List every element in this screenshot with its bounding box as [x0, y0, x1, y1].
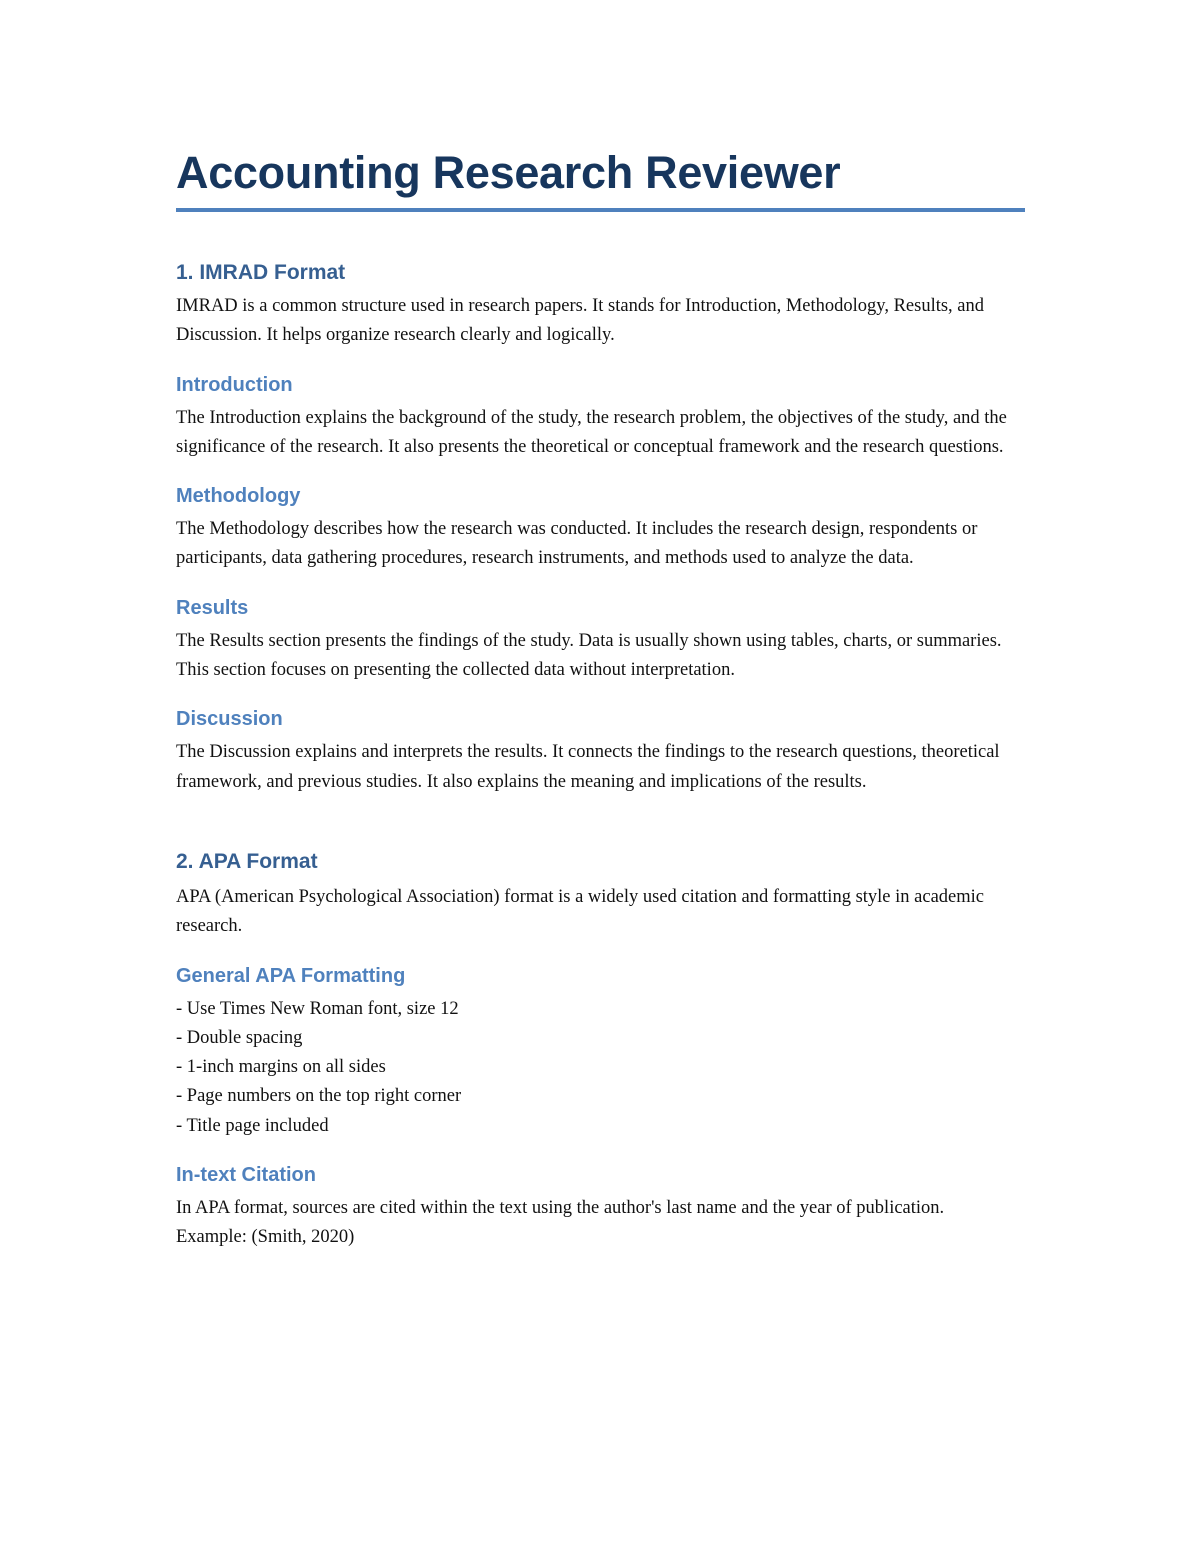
document-page: [176, 140, 1026, 1253]
apa-intro-paragraph: APA (American Psychological Association) format is a widely used citation and formatting style in academic research.: [176, 886, 984, 937]
subheading-results: Results: [176, 596, 249, 619]
list-item: - Page numbers on the top right corner: [176, 1086, 462, 1107]
discussion-paragraph: The Discussion explains and interprets the results. It connects the findings to the research questions, theoretical framework, and previous studies. It also explains the meaning and implications of the results.: [176, 742, 1000, 792]
subheading-in-text-citation: In-text Citation: [176, 1164, 316, 1187]
imrad-intro-paragraph: IMRAD is a common structure used in research papers. It stands for Introduction, Methodology, Results, and Discussion. It helps organize research clearly and logically.: [176, 296, 985, 346]
in-text-citation-paragraph: In APA format, sources are cited within the text using the author's last name and the year of publication.: [176, 1198, 945, 1219]
apa-formatting-list: [176, 995, 1026, 1141]
citation-example: Example: (Smith, 2020): [176, 1227, 355, 1248]
document-title: Accounting Research Reviewer: [176, 147, 841, 198]
list-item: - Double spacing: [176, 1027, 303, 1048]
list-item: - 1-inch margins on all sides: [176, 1057, 386, 1078]
title-underline: [176, 208, 1025, 212]
section-heading-imrad: 1. IMRAD Format: [176, 261, 346, 284]
list-item: - Use Times New Roman font, size 12: [176, 998, 459, 1019]
subheading-general-apa-formatting: General APA Formatting: [176, 964, 406, 987]
section-heading-apa: 2. APA Format: [176, 849, 318, 873]
results-paragraph: The Results section presents the findings of the study. Data is usually shown using tables, charts, or summaries. This section focuses on presenting the collected data without interpretation.: [176, 630, 1002, 681]
subheading-introduction: Introduction: [176, 373, 293, 396]
subheading-discussion: Discussion: [176, 708, 283, 731]
methodology-paragraph: The Methodology describes how the research was conducted. It includes the research design, respondents or participants, data gathering procedures, research instruments, and methods used to analyze the data.: [176, 519, 978, 569]
subheading-methodology: Methodology: [176, 485, 301, 508]
list-item: - Title page included: [176, 1115, 329, 1136]
introduction-paragraph: The Introduction explains the background of the study, the research problem, the objectives of the study, and the significance of the research. It also presents the theoretical or conceptual framework and the research questions.: [176, 407, 1007, 457]
